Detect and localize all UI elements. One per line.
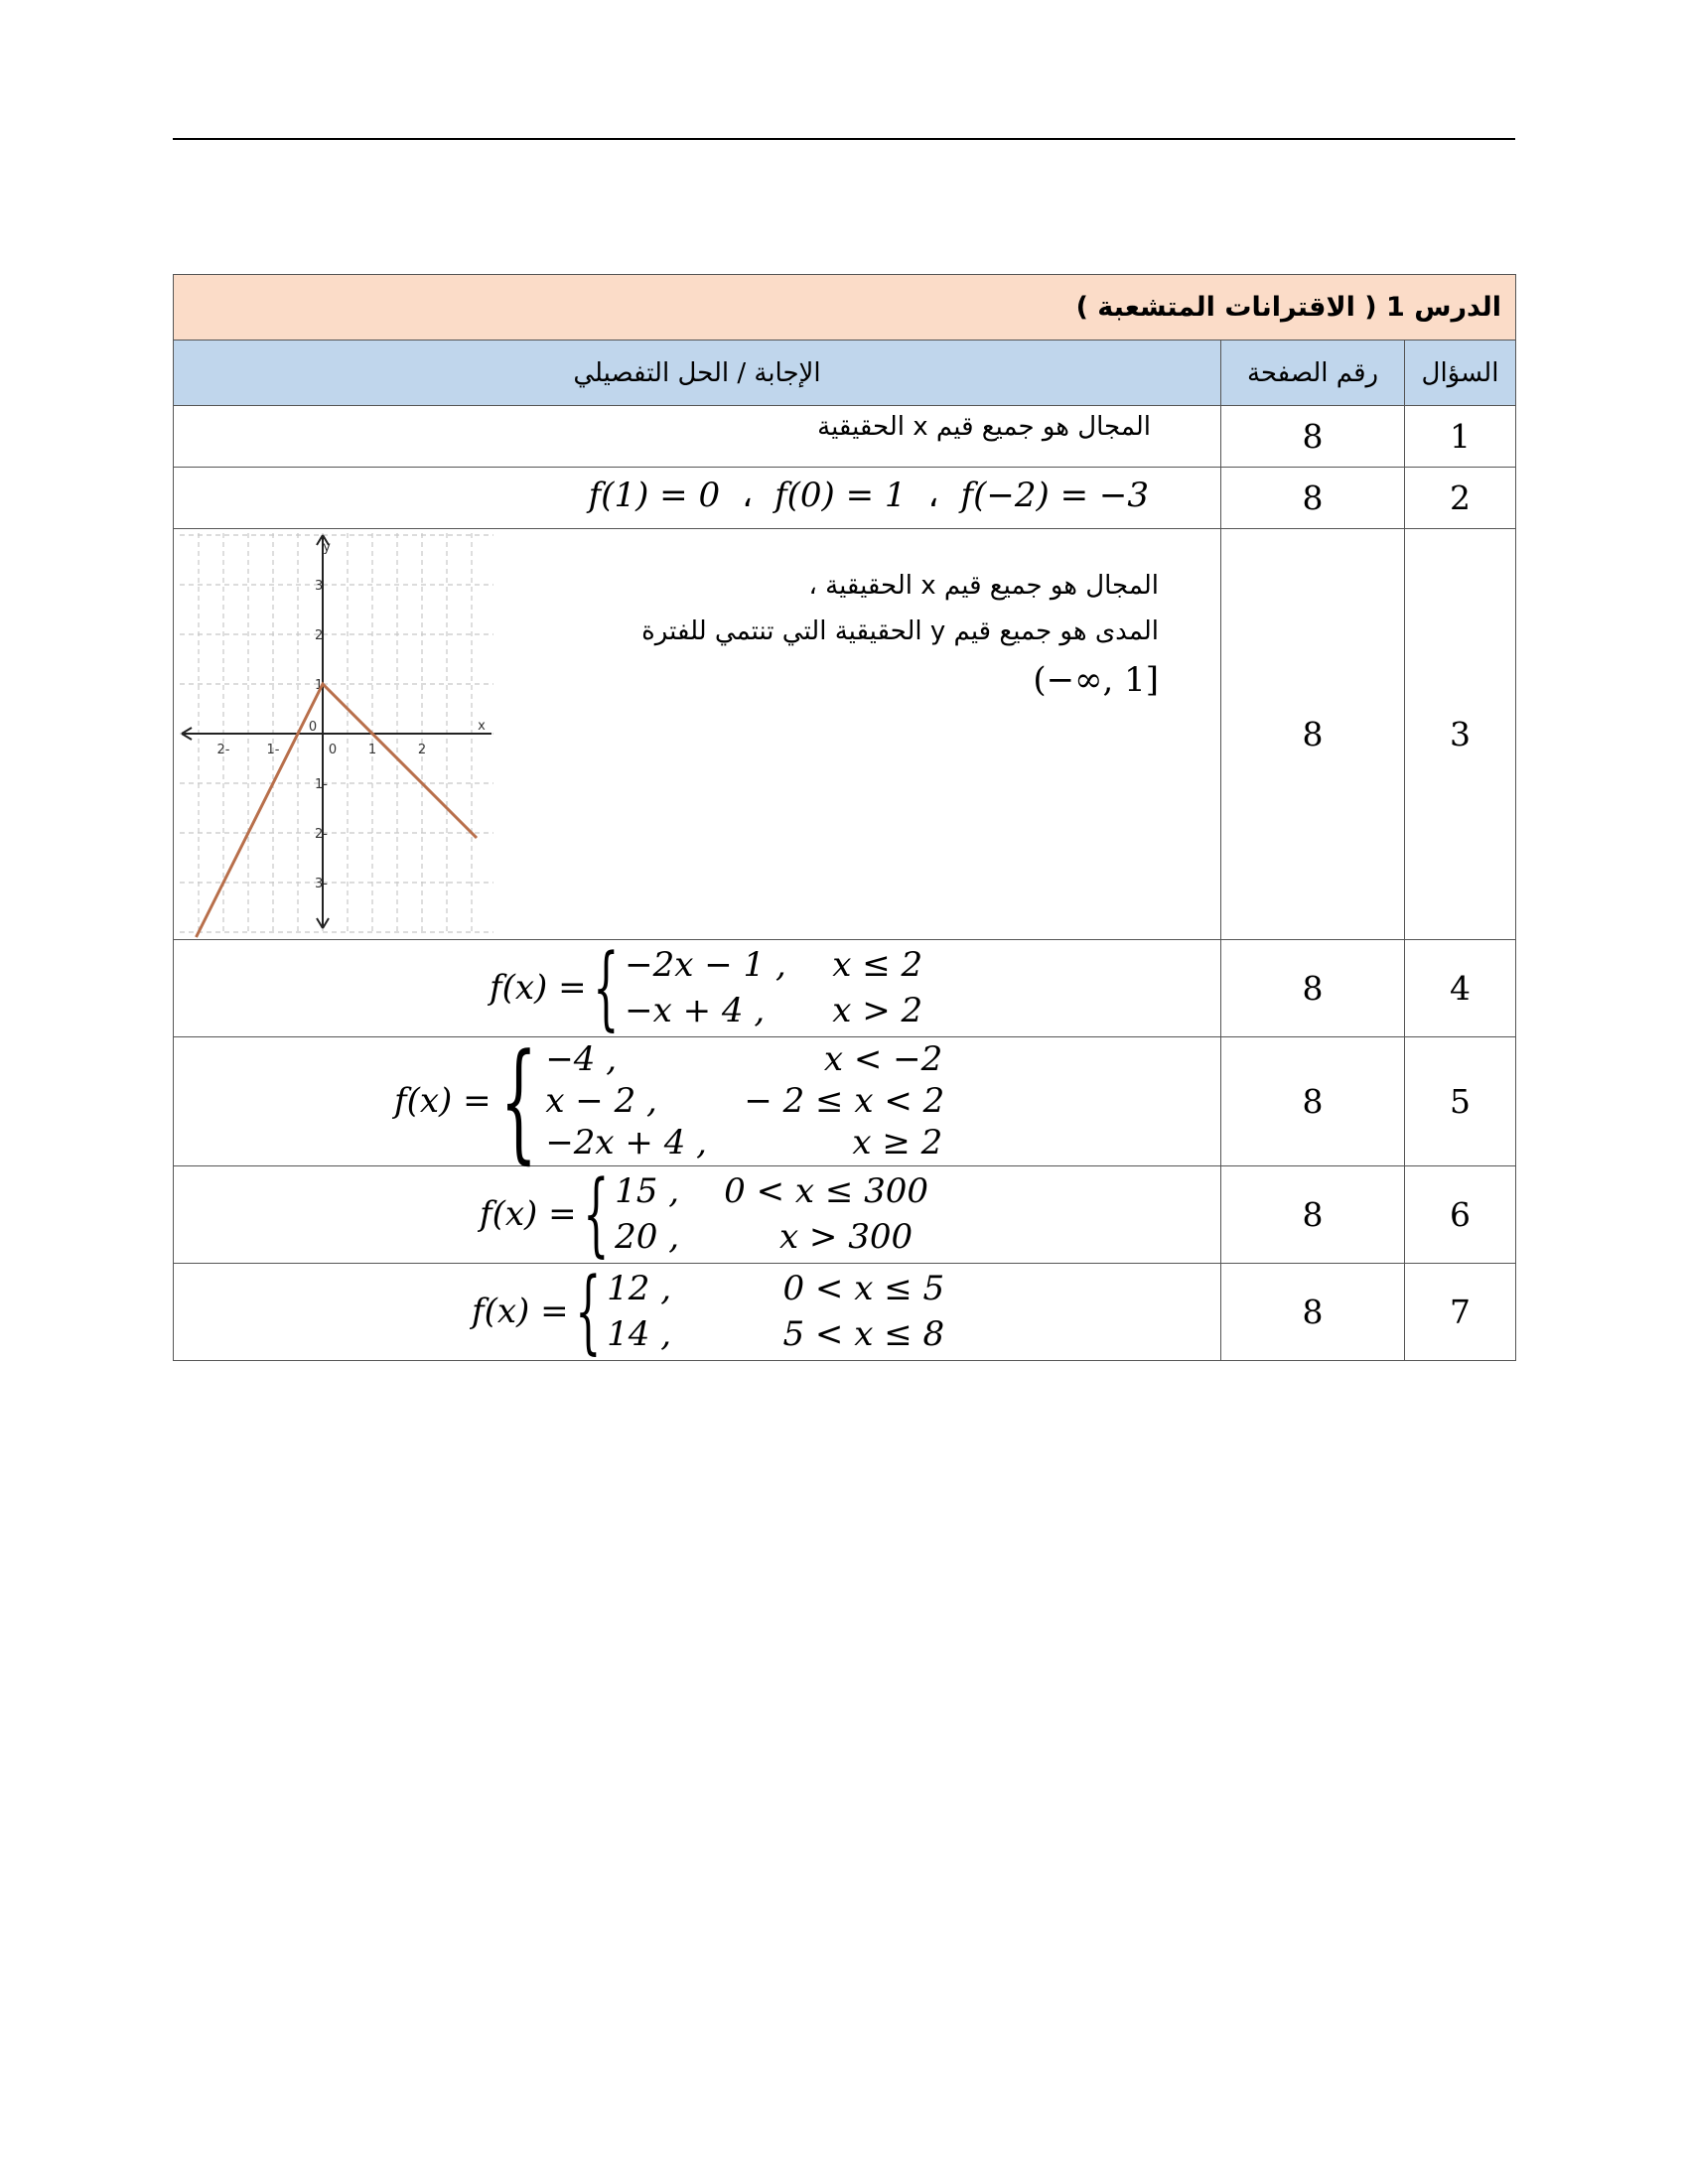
- question-number: 5: [1405, 1037, 1516, 1166]
- answer-cell: [174, 934, 1221, 1040]
- value-f0: f(0) = 1: [774, 476, 907, 515]
- question-number: 2: [1405, 468, 1516, 529]
- origin-label: 0: [308, 720, 318, 735]
- case-condition: 0 < x ≤ 300: [724, 1171, 929, 1211]
- separator: ،: [927, 476, 939, 515]
- y-tick-label: 1: [315, 678, 324, 693]
- case-value: −2x − 1 ,: [625, 945, 786, 985]
- piecewise-function: [490, 934, 923, 1040]
- header-answer: الإجابة / الحل التفصيلي: [174, 341, 1221, 406]
- case-condition: 5 < x ≤ 8: [782, 1314, 945, 1354]
- question-number: 3: [1405, 529, 1516, 940]
- answer-cell: [174, 529, 1221, 940]
- page-number: 8: [1221, 1264, 1405, 1361]
- answer-cell: [174, 1025, 1221, 1176]
- table-row: [174, 1264, 1516, 1361]
- y-tick-label: 2: [315, 628, 324, 643]
- page-number: 8: [1221, 1037, 1405, 1166]
- question-number: 4: [1405, 940, 1516, 1037]
- graph-axes: [182, 535, 492, 928]
- y-tick-label: 3: [315, 579, 324, 594]
- range-interval: (−∞, 1]: [1033, 660, 1159, 700]
- lesson-title: الدرس 1 ( الاقترانات المتشعبة ): [174, 275, 1516, 341]
- case-condition: x ≤ 2: [832, 945, 923, 985]
- case-condition: x < −2: [823, 1039, 943, 1079]
- case-condition: x > 2: [832, 991, 923, 1030]
- case-value: x − 2 ,: [545, 1081, 657, 1121]
- x-tick-label: 2: [417, 743, 427, 757]
- case-value: −2x + 4 ,: [545, 1123, 707, 1162]
- left-brace: {: [592, 934, 620, 1040]
- answer-cell: [174, 406, 1221, 468]
- table-row: [174, 1166, 1516, 1264]
- x-axis-label: x: [478, 719, 486, 734]
- x-tick-label: -2: [216, 743, 230, 757]
- case-value: 20 ,: [615, 1217, 680, 1257]
- cases: [607, 1266, 944, 1357]
- left-brace: {: [499, 1025, 537, 1176]
- answer-table: [173, 274, 1516, 1364]
- cases: [625, 942, 922, 1033]
- domain-text: المجال هو جميع قيم x الحقيقية ،: [808, 571, 1159, 601]
- value-f1: f(1) = 0: [588, 476, 721, 515]
- case-condition: 0 < x ≤ 5: [782, 1269, 945, 1308]
- cases: [615, 1168, 929, 1260]
- case-value: 12 ,: [607, 1269, 672, 1308]
- header-rule: [173, 138, 1515, 140]
- y-axis-label: y: [323, 540, 331, 555]
- header-row: [174, 341, 1516, 406]
- table-row: [174, 940, 1516, 1037]
- table-row: [174, 1037, 1516, 1166]
- y-tick-label: -2: [315, 827, 328, 842]
- separator: ،: [742, 476, 754, 515]
- answer-cell: [174, 468, 1221, 529]
- question-number: 6: [1405, 1166, 1516, 1264]
- answer-text: المجال هو جميع قيم x الحقيقية: [817, 412, 1151, 442]
- piecewise-function: [472, 1258, 945, 1364]
- left-brace: {: [574, 1258, 602, 1364]
- table-row: [174, 406, 1516, 468]
- function-lhs: f(x) =: [480, 1194, 577, 1234]
- function-lhs: f(x) =: [490, 968, 587, 1008]
- page-number: 8: [1221, 1166, 1405, 1264]
- graph-ticks: [217, 540, 487, 891]
- question-number: 1: [1405, 406, 1516, 468]
- piecewise-function: [394, 1025, 945, 1176]
- case-condition: x > 300: [778, 1217, 914, 1257]
- function-graph: [178, 531, 495, 938]
- piecewise-function: [480, 1160, 929, 1267]
- page-number: 8: [1221, 940, 1405, 1037]
- table-row: [174, 529, 1516, 940]
- case-value: 15 ,: [615, 1171, 680, 1211]
- range-text: المدى هو جميع قيم y الحقيقية التي تنتمي للفترة: [641, 616, 1159, 646]
- page-number: 8: [1221, 406, 1405, 468]
- page-number: 8: [1221, 468, 1405, 529]
- cases: [545, 1038, 945, 1163]
- answer-cell: [174, 1258, 1221, 1364]
- question-number: 7: [1405, 1264, 1516, 1361]
- function-values: [589, 476, 1149, 515]
- x-tick-label: -1: [266, 743, 280, 757]
- function-line: [197, 684, 478, 937]
- x-tick-label: 0: [328, 743, 338, 757]
- header-question: السؤال: [1405, 341, 1516, 406]
- function-lhs: f(x) =: [472, 1292, 569, 1331]
- case-value: −x + 4 ,: [625, 991, 766, 1030]
- title-row: [174, 275, 1516, 341]
- case-value: −4 ,: [545, 1039, 618, 1079]
- y-tick-label: -1: [315, 777, 328, 792]
- case-condition: x ≥ 2: [852, 1123, 943, 1162]
- value-fm2: f(−2) = −3: [960, 476, 1149, 515]
- left-brace: {: [582, 1160, 610, 1267]
- table-row: [174, 468, 1516, 529]
- answer-cell: [174, 1160, 1221, 1267]
- x-tick-label: 1: [367, 743, 377, 757]
- page-number: 8: [1221, 529, 1405, 940]
- function-lhs: f(x) =: [394, 1081, 492, 1121]
- case-condition: − 2 ≤ x < 2: [744, 1081, 945, 1121]
- y-tick-label: -3: [315, 877, 328, 891]
- case-value: 14 ,: [607, 1314, 672, 1354]
- header-page: رقم الصفحة: [1221, 341, 1405, 406]
